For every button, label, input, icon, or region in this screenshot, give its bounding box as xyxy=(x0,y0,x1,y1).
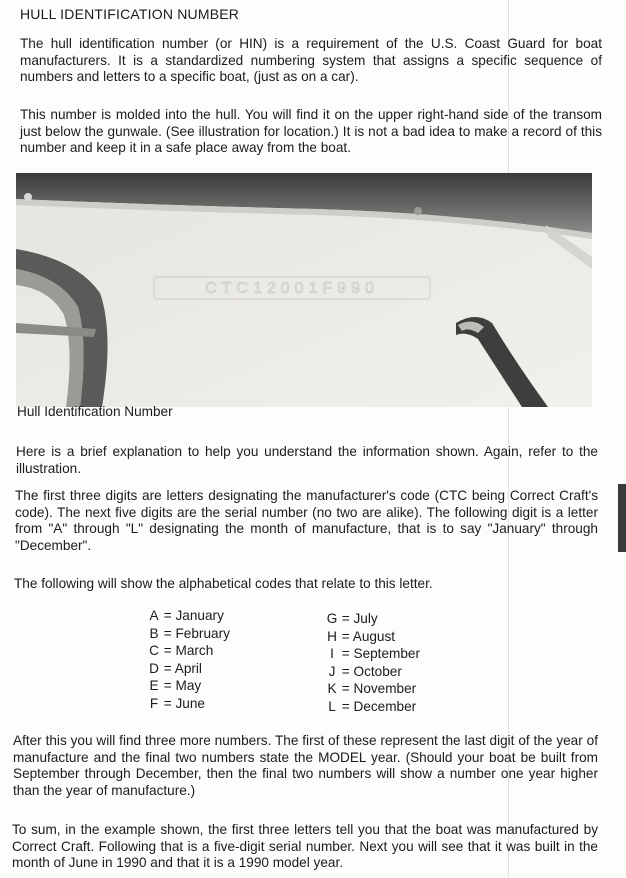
photo-caption: Hull Identification Number xyxy=(17,404,173,419)
month-codes-right xyxy=(326,610,420,716)
hull-photo-illustration xyxy=(16,173,592,407)
intro-paragraph: The hull identification number (or HIN) is a requirement of the U.S. Coast Guard for boat manufacturers. It is a standardized numbering system that assigns a specific sequence of numbers and letters to a specific boat, (just as on a car). xyxy=(20,36,602,84)
month-code-item: B = February xyxy=(149,625,230,641)
hin-molded-text: CTC12001F990 xyxy=(205,280,379,297)
year-paragraph: After this you will find three more numbers. The first of these represent the last digit of the year of manufacture and the final two numbers state the MODEL year. (Should your boat be built from September through December, then the final two numbers will show a number one year higher than the year of manufacture.) xyxy=(13,733,598,798)
digits-paragraph: The first three digits are letters designating the manufacturer's code (CTC being Correct Craft's code). The next five digits are the serial number (no two are alike). The following digit is a letter from "A" through "L" designating the month of manufacture, that is to say "January" through "December". xyxy=(15,488,598,553)
month-code-item: K = November xyxy=(327,681,417,697)
month-code-item: A = January xyxy=(149,608,224,623)
month-code-item: D = April xyxy=(149,660,202,676)
hull-photo xyxy=(16,173,592,407)
page-heading: HULL IDENTIFICATION NUMBER xyxy=(20,6,240,22)
month-codes-left xyxy=(148,607,230,713)
month-code-item: J = October xyxy=(328,663,402,679)
location-paragraph: This number is molded into the hull. You will find it on the upper right-hand side of the transom just below the gunwale. (See illustration for location.) It is not a bad idea to make a record of this number and keep it in a safe place away from the boat. xyxy=(20,107,602,155)
month-code-item: E = May xyxy=(149,678,202,694)
month-code-item: G = July xyxy=(326,611,378,626)
month-code-item: C = March xyxy=(149,643,214,659)
explain-paragraph: Here is a brief explanation to help you understand the information shown. Again, refer to the illustration. xyxy=(16,444,598,476)
summary-paragraph: To sum, in the example shown, the first three letters tell you that the boat was manufactured by Correct Craft. Following that is a five-digit serial number. Next you will see that it was built in the month of June in 1990 and that it is a 1990 model year. xyxy=(12,822,598,870)
month-code-item: H = August xyxy=(327,628,396,644)
month-code-item: L = December xyxy=(328,698,417,714)
codes-intro-paragraph: The following will show the alphabetical codes that relate to this letter. xyxy=(14,576,433,591)
section-tab-marker xyxy=(618,484,626,552)
month-code-item: F = June xyxy=(149,695,205,711)
month-code-item: I = September xyxy=(330,646,420,662)
